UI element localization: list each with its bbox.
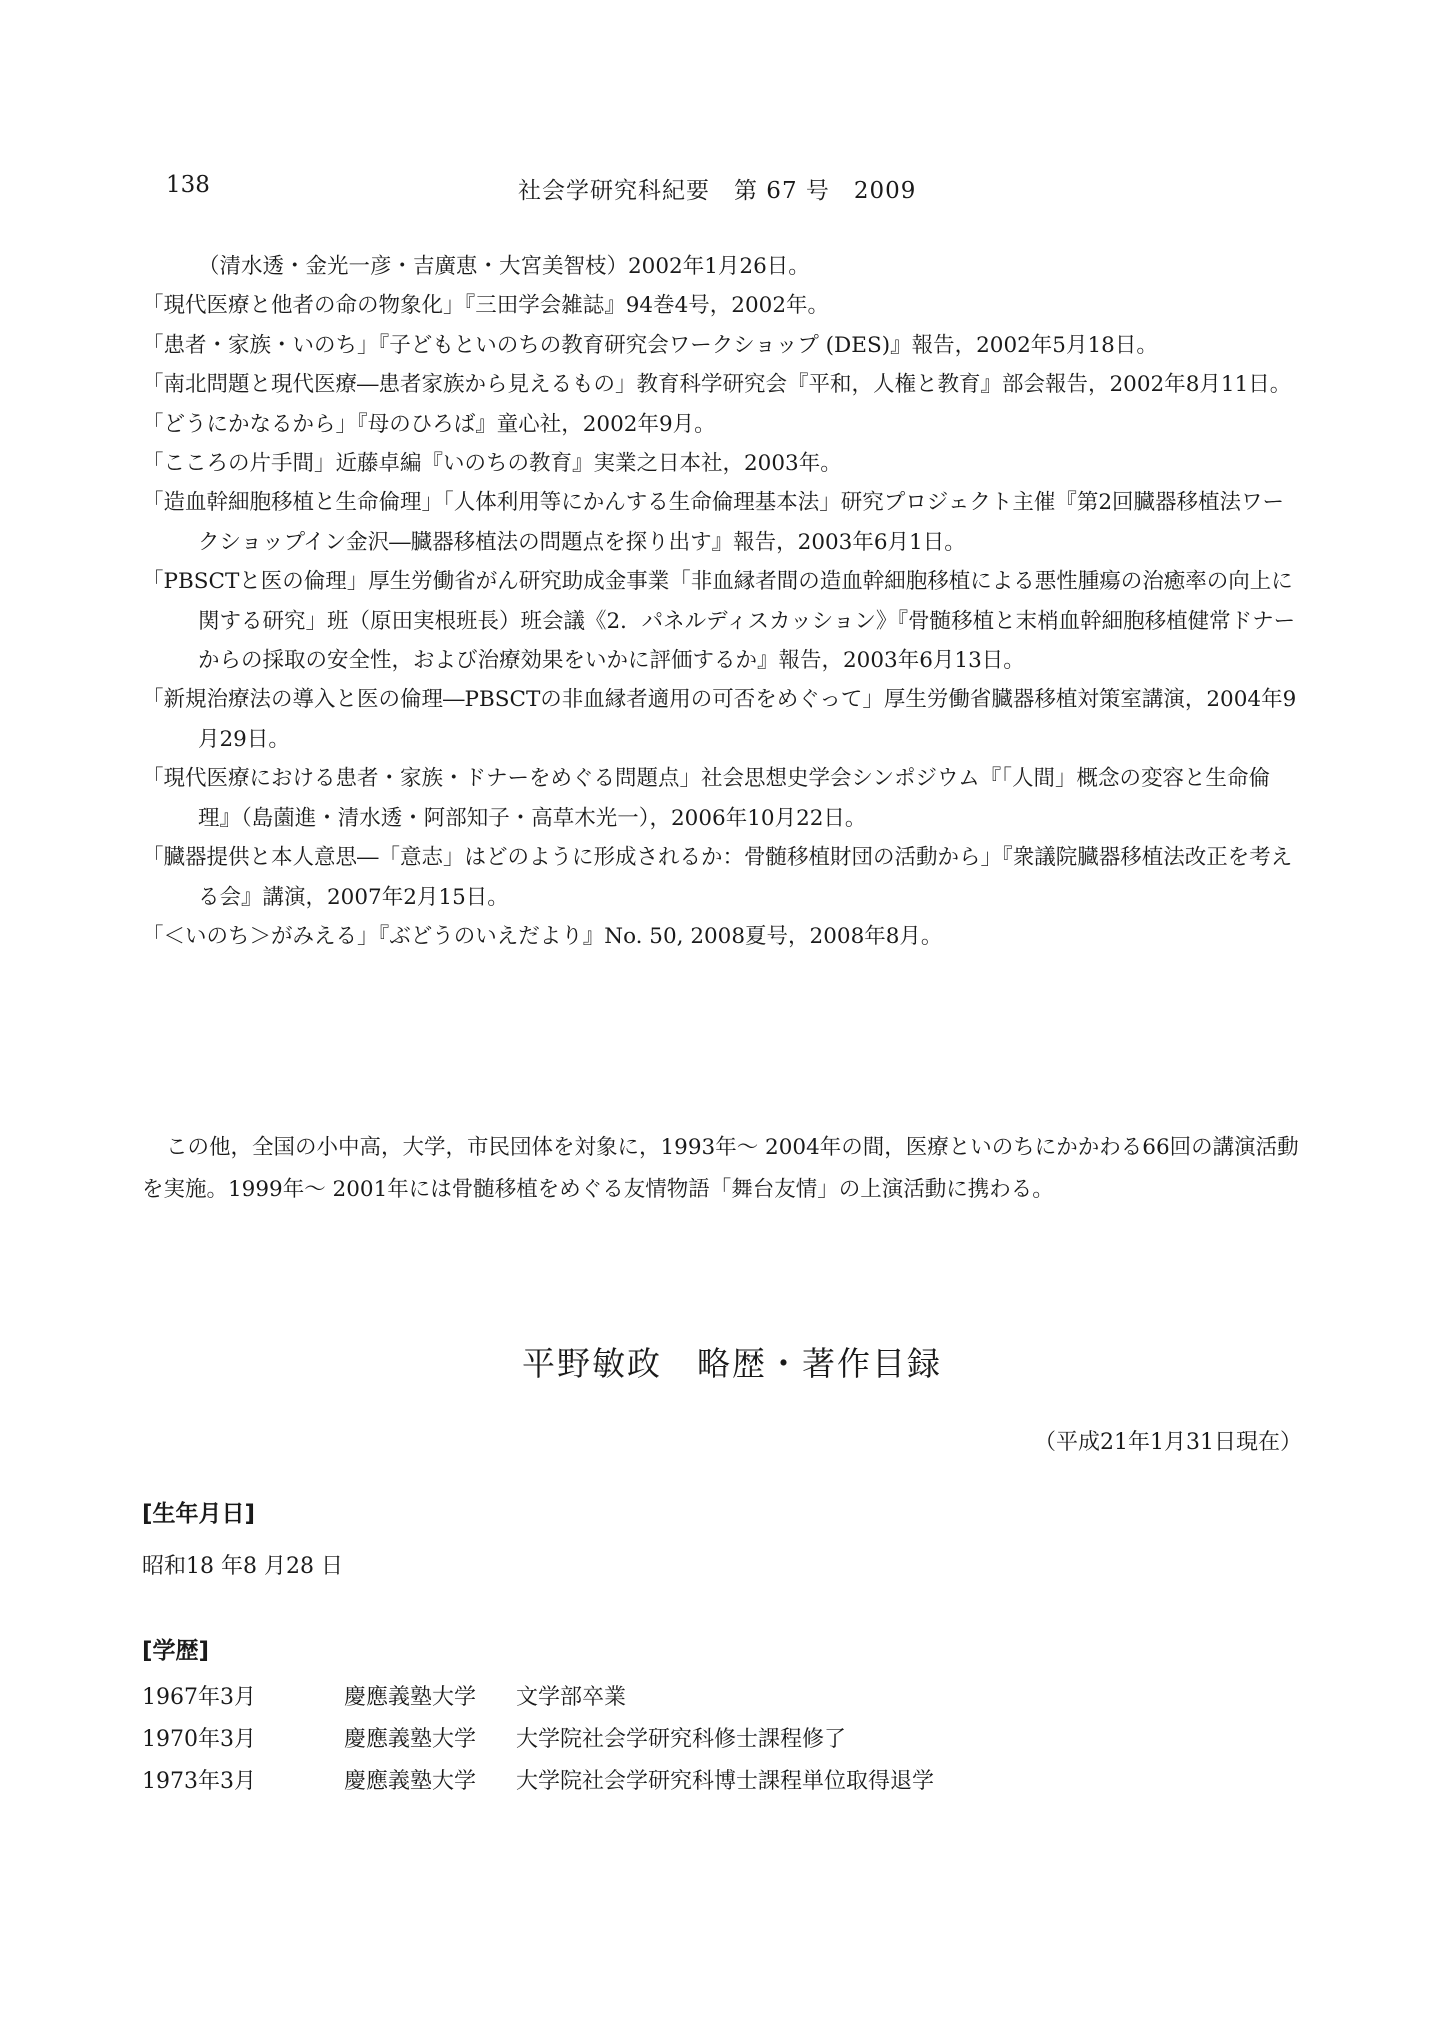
page-number: 138 — [166, 172, 210, 198]
reference-item: 「どうにかなるから」『母のひろば』童心社，2002年9月。 — [142, 411, 716, 437]
reference-item: 「＜いのち＞がみえる」『ぶどうのいえだより』No. 50, 2008夏号，2008年8月。 — [142, 923, 943, 949]
education-detail: 文学部卒業 — [516, 1685, 627, 1710]
section-title: 平野敏政 略歴・著作目録 — [522, 1344, 942, 1383]
education-row — [142, 1680, 1242, 1712]
education-heading: [学歴] — [142, 1638, 210, 1664]
education-school: 慶應義塾大学 — [344, 1685, 477, 1710]
reference-item: 「造血幹細胞移植と生命倫理」「人体利用等にかんする生命倫理基本法」研究プロジェクト主催『第2回臓器移植法ワークショップイン金沢―臓器移植法の問題点を探り出す』報告，2003年6月1日。 — [142, 490, 1285, 555]
reference-item: 「現代医療と他者の命の物象化」『三田学会雑誌』94巻4号，2002年。 — [142, 293, 830, 319]
journal-title: 社会学研究科紀要 第 67 号 2009 — [518, 178, 917, 204]
education-row — [142, 1722, 1242, 1754]
education-date: 1970年3月 — [142, 1727, 256, 1752]
reference-item: 「臓器提供と本人意思―「意志」はどのように形成されるか：骨髄移植財団の活動から」『衆議院臓器移植法改正を考える会』講演，2007年2月15日。 — [142, 845, 1293, 910]
page-header — [0, 172, 1434, 212]
education-row — [142, 1764, 1242, 1796]
activity-paragraph: この他，全国の小中高，大学，市民団体を対象に，1993年～ 2004年の間，医療といのちにかかわる66回の講演活動を実施。1999年～ 2001年には骨髄移植をめぐる友情物語「舞台友情」の上演活動に携わる。 — [142, 1135, 1299, 1202]
reference-item: 「新規治療法の導入と医の倫理―PBSCTの非血縁者適用の可否をめぐって」厚生労働省臓器移植対策室講演，2004年9月29日。 — [142, 687, 1297, 752]
reference-item: 「PBSCTと医の倫理」厚生労働省がん研究助成金事業「非血縁者間の造血幹細胞移植による悪性腫瘍の治癒率の向上に関する研究」班（原田実根班長）班会議《2．パネルディスカッション》『骨髄移植と末梢血幹細胞移植健常ドナーからの採取の安全性，および治療効果をいかに評価するか』報告，2003年6月13日。 — [142, 569, 1296, 674]
reference-item: 「こころの片手間」近藤卓編『いのちの教育』実業之日本社，2003年。 — [142, 451, 842, 477]
reference-item: 「現代医療における患者・家族・ドナーをめぐる問題点」社会思想史学会シンポジウム『「人間」概念の変容と生命倫理』（島薗進・清水透・阿部知子・高草木光一），2006年10月22日。 — [142, 766, 1271, 831]
reference-item: （清水透・金光一彦・吉廣恵・大宮美智枝）2002年1月26日。 — [198, 254, 810, 279]
birth-date: 昭和18 年8 月28 日 — [142, 1554, 343, 1579]
reference-item: 「患者・家族・いのち」『子どもといのちの教育研究会ワークショップ (DES)』報告，2002年5月18日。 — [142, 332, 1158, 358]
reference-item: 「南北問題と現代医療―患者家族から見えるもの」教育科学研究会『平和，人権と教育』部会報告，2002年8月11日。 — [142, 372, 1292, 398]
education-school: 慶應義塾大学 — [344, 1769, 477, 1794]
education-school: 慶應義塾大学 — [344, 1727, 477, 1752]
education-date: 1973年3月 — [142, 1769, 256, 1794]
as-of-date: （平成21年1月31日現在） — [1034, 1430, 1302, 1455]
education-detail: 大学院社会学研究科博士課程単位取得退学 — [516, 1769, 935, 1794]
education-detail: 大学院社会学研究科修士課程修了 — [516, 1727, 847, 1752]
education-date: 1967年3月 — [142, 1685, 256, 1710]
birth-heading: [生年月日] — [142, 1501, 256, 1527]
reference-list — [142, 247, 1302, 956]
